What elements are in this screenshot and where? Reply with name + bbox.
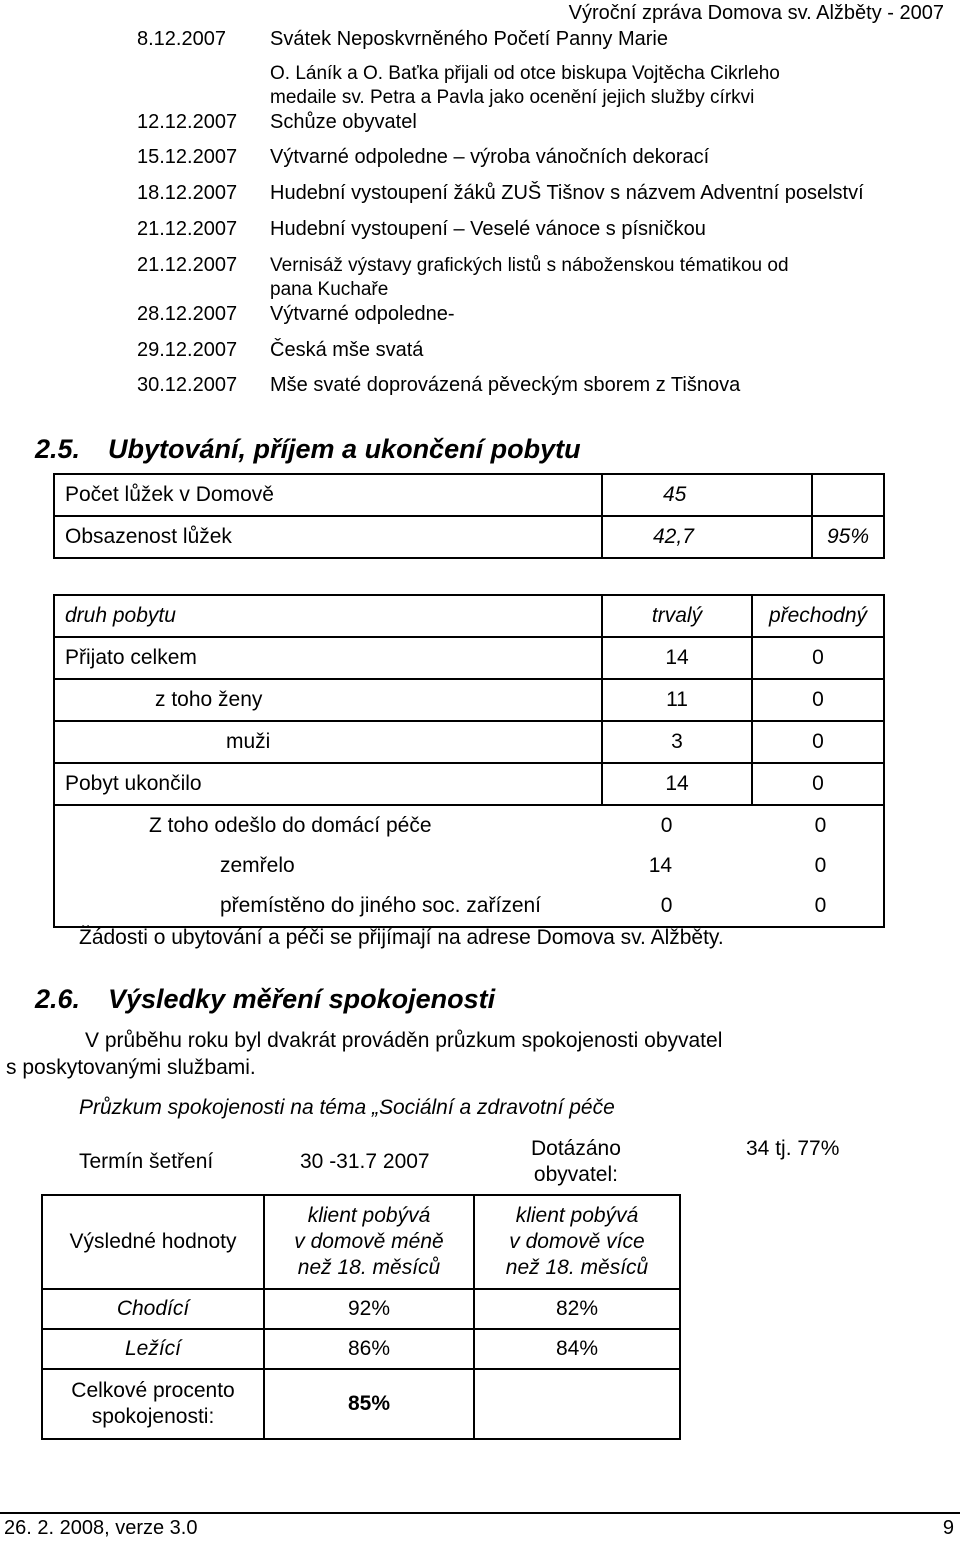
table-cell: Chodící <box>42 1289 264 1329</box>
event-date: 12.12.2007 <box>137 111 238 133</box>
table-cell: 14 <box>602 637 752 679</box>
table-cell: Přijato celkem <box>54 637 602 679</box>
table-cell: Obsazenost lůžek <box>54 516 602 558</box>
asked-value: 34 tj. 77% <box>746 1137 840 1160</box>
event-date: 15.12.2007 <box>137 146 238 168</box>
header-line: v domově více <box>509 1230 645 1253</box>
event-text: Mše svaté doprovázená pěveckým sborem z Tišnova <box>270 374 741 396</box>
header-line: klient pobývá <box>307 1204 431 1227</box>
table-cell: 85% <box>264 1369 474 1439</box>
satisfaction-table <box>41 1194 681 1440</box>
table-header-cell: druh pobytu <box>54 595 602 637</box>
event-date: 18.12.2007 <box>137 182 238 204</box>
page-number: 9 <box>942 1517 954 1539</box>
table-header-cell: přechodný <box>752 595 884 637</box>
table-row <box>54 721 884 763</box>
header-line: klient pobývá <box>515 1204 639 1227</box>
table-row <box>54 886 884 927</box>
table-header-cell: Výsledné hodnoty <box>42 1195 264 1289</box>
asked-label-line: Dotázáno <box>531 1137 621 1160</box>
table-cell: přemístěno do jiného soc. zařízení <box>54 886 752 927</box>
table-row <box>54 474 884 516</box>
table-cell: 82% <box>474 1289 680 1329</box>
table-header-cell <box>474 1195 680 1289</box>
table-cell: 0 <box>814 814 827 837</box>
report-header-title: Výroční zpráva Domova sv. Alžběty - 2007 <box>568 2 944 24</box>
table-cell: 0 <box>752 679 884 721</box>
table-cell: Počet lůžek v Domově <box>54 474 602 516</box>
table-cell: 86% <box>264 1329 474 1369</box>
table-cell-pair: 0 0 <box>752 886 884 927</box>
section-number: 2.5. <box>35 434 81 464</box>
header-line: než 18. měsíců <box>505 1256 649 1279</box>
event-date: 28.12.2007 <box>137 303 238 325</box>
table-cell: zemřelo <box>54 846 752 886</box>
event-date: 8.12.2007 <box>137 28 226 50</box>
table-cell-pair: 14 0 <box>752 846 884 886</box>
table-row <box>42 1195 680 1289</box>
table-cell: 0 <box>752 763 884 805</box>
table-row <box>42 1329 680 1369</box>
asked-label-line: obyvatel: <box>533 1163 618 1186</box>
section-number: 2.6. <box>35 984 81 1014</box>
table-row <box>54 595 884 637</box>
table-cell: 95% <box>812 516 884 558</box>
table-row <box>54 763 884 805</box>
table-header-cell <box>264 1195 474 1289</box>
table-cell: 11 <box>602 679 752 721</box>
header-line: v domově méně <box>294 1230 444 1253</box>
asked-label <box>531 1137 621 1187</box>
table-row <box>42 1289 680 1329</box>
applications-note: Žádosti o ubytování a péči se přijímají na adrese Domova sv. Alžběty. <box>79 926 724 949</box>
survey-title: Průzkum spokojenosti na téma „Sociální a zdravotní péče <box>79 1096 615 1119</box>
table-cell: 42,7 <box>602 516 812 558</box>
section-title: Ubytování, příjem a ukončení pobytu <box>108 434 581 464</box>
header-line: než 18. měsíců <box>297 1256 441 1279</box>
event-text: Hudební vystoupení – Veselé vánoce s písničkou <box>270 218 706 240</box>
table-cell: 92% <box>264 1289 474 1329</box>
table-cell: 0 <box>752 721 884 763</box>
table-cell: 0 <box>814 854 827 877</box>
event-text: pana Kuchaře <box>270 279 389 300</box>
table-cell: 45 <box>602 474 812 516</box>
event-text: Česká mše svatá <box>270 339 424 361</box>
term-label: Termín šetření <box>79 1150 214 1173</box>
event-text: Hudební vystoupení žáků ZUŠ Tišnov s názvem Adventní poselství <box>270 182 864 204</box>
table-cell: Pobyt ukončilo <box>54 763 602 805</box>
table-cell: z toho ženy <box>54 679 602 721</box>
table-cell-pair: 0 0 <box>752 805 884 846</box>
event-date: 29.12.2007 <box>137 339 238 361</box>
event-date: 21.12.2007 <box>137 218 238 240</box>
beds-table <box>53 473 885 559</box>
table-row <box>54 679 884 721</box>
table-row <box>54 516 884 558</box>
table-cell: Z toho odešlo do domácí péče <box>54 805 752 846</box>
table-cell <box>42 1369 264 1439</box>
table-cell: 3 <box>602 721 752 763</box>
paragraph-line: s poskytovanými službami. <box>6 1056 256 1079</box>
paragraph-line: V průběhu roku byl dvakrát prováděn průzkum spokojenosti obyvatel <box>85 1029 723 1052</box>
table-cell: Ležící <box>42 1329 264 1369</box>
table-cell <box>474 1369 680 1439</box>
table-cell <box>812 474 884 516</box>
table-row <box>42 1369 680 1439</box>
table-header-cell: trvalý <box>602 595 752 637</box>
event-date: 30.12.2007 <box>137 374 238 396</box>
table-row <box>54 805 884 846</box>
table-cell: 0 <box>752 637 884 679</box>
section-title: Výsledky měření spokojenosti <box>108 984 496 1014</box>
table-cell: muži <box>54 721 602 763</box>
table-row <box>54 846 884 886</box>
table-cell: 84% <box>474 1329 680 1369</box>
term-value: 30 -31.7 2007 <box>300 1150 430 1173</box>
footer-date-version: 26. 2. 2008, verze 3.0 <box>4 1517 198 1539</box>
event-text: Schůze obyvatel <box>270 111 417 133</box>
table-cell: 0 <box>814 894 827 917</box>
event-text: medaile sv. Petra a Pavla jako ocenění jejich služby církvi <box>270 87 755 108</box>
event-text: Výtvarné odpoledne – výroba vánočních dekorací <box>270 146 710 168</box>
total-label-line: spokojenosti: <box>91 1405 215 1428</box>
event-date: 21.12.2007 <box>137 254 238 276</box>
event-text: Výtvarné odpoledne- <box>270 303 455 325</box>
event-text: O. Láník a O. Baťka přijali od otce biskupa Vojtěcha Cikrleho <box>270 63 780 84</box>
total-label-line: Celkové procento <box>71 1379 235 1402</box>
event-text: Vernisáž výstavy grafických listů s náboženskou tématikou od <box>270 255 789 276</box>
footer-divider <box>0 1512 960 1514</box>
table-cell: 14 <box>602 763 752 805</box>
table-row <box>54 637 884 679</box>
event-text: Svátek Neposkvrněného Početí Panny Marie <box>270 28 668 50</box>
stay-table <box>53 594 885 928</box>
